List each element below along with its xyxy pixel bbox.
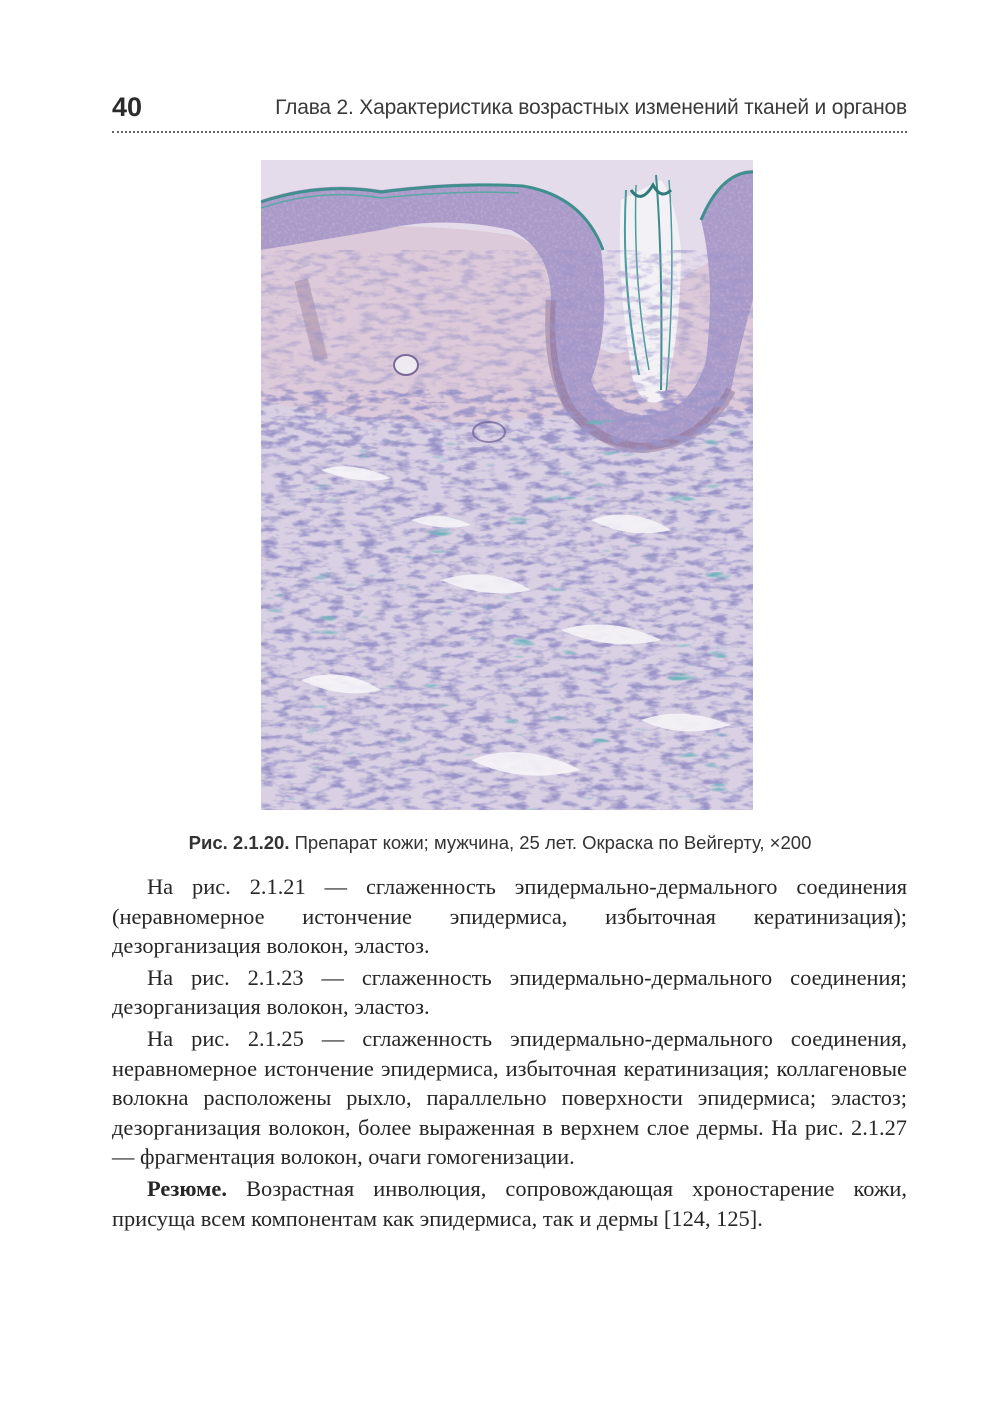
paragraph-2: На рис. 2.1.23 — сглаженность эпидермально-дермального соединения; дезорганизация волокон, эластоз. bbox=[112, 964, 907, 1020]
summary-label: Резюме. bbox=[147, 1175, 227, 1201]
summary-text: Возрастная инволюция, сопровождающая хроностарение кожи, присуща всем компонентам как эпидермиса, так и дермы [124, 125]. bbox=[112, 1175, 907, 1231]
body-text bbox=[112, 872, 907, 1233]
header-divider bbox=[112, 131, 907, 133]
histology-figure bbox=[261, 160, 753, 810]
paragraph-3: На рис. 2.1.25 — сглаженность эпидермально-дермального соединения, неравномерное истончение эпидермиса, избыточная кератинизация; коллагеновые волокна расположены рыхло, параллельно поверхности эпидермиса; эластоз; дезорганизация волокон, более выраженная в верхнем слое дермы. На рис. 2.1.27 — фрагментация волокон, очаги гомогенизации. bbox=[112, 1025, 907, 1170]
paragraph-1: На рис. 2.1.21 — сглаженность эпидермально-дермального соединения (неравномерное истончение эпидермиса, избыточная кератинизация); дезорганизация волокон, эластоз. bbox=[112, 874, 907, 959]
page-header bbox=[112, 92, 907, 132]
caption-label: Рис. 2.1.20. bbox=[188, 832, 290, 853]
caption-text: Препарат кожи; мужчина, 25 лет. Окраска по Вейгерту, ×200 bbox=[294, 832, 812, 853]
figure-caption bbox=[0, 832, 1000, 854]
summary-paragraph bbox=[112, 1174, 907, 1233]
page-number: 40 bbox=[112, 92, 143, 122]
skin-micrograph-image bbox=[261, 160, 753, 810]
running-title: Глава 2. Характеристика возрастных изменений тканей и органов bbox=[275, 96, 907, 119]
